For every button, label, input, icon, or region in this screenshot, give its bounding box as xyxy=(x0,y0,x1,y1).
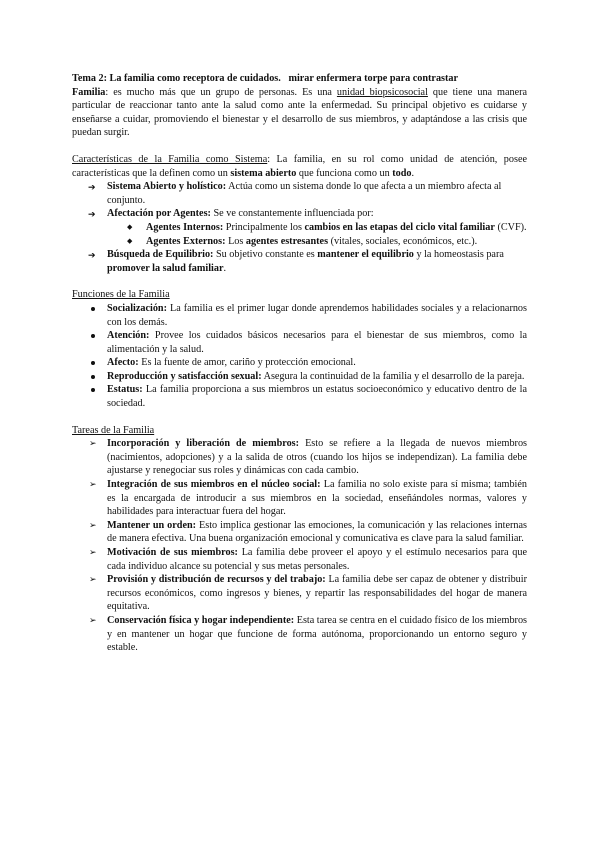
arrow-bullet-icon: ➔ xyxy=(88,250,96,261)
item-text: Actúa como un sistema donde lo que afecta a un miembro afecta al conjunto. xyxy=(107,181,502,206)
item-label: Reproducción y satisfacción sexual: xyxy=(107,370,262,382)
item-text-end: (vitales, sociales, económicos, etc.). xyxy=(328,235,478,247)
list-item xyxy=(72,546,527,573)
bullet-dot-icon xyxy=(91,307,95,311)
list-item xyxy=(72,221,527,235)
item-text: La familia no solo existe para sí misma; también es la encargada de introducir a sus miembros en la sociedad, enseñándoles normas, valores y habilidades para interactuar fuera del hogar. xyxy=(107,479,527,518)
item-text: Principalmente los xyxy=(223,221,305,233)
item-text: Es la fuente de amor, cariño y protección emocional. xyxy=(138,357,356,369)
list-item xyxy=(72,302,527,329)
arrowhead-bullet-icon: ➢ xyxy=(89,614,97,625)
sistema-list xyxy=(72,180,527,275)
item-text: Asegura la continuidad de la familia y el desarrollo de la pareja. xyxy=(261,370,525,382)
sistema-bold-1: sistema abierto xyxy=(230,167,297,179)
bullet-dot-icon xyxy=(91,388,95,392)
tareas-heading: Tareas de la Familia xyxy=(72,424,155,436)
item-label: Mantener un orden: xyxy=(107,519,197,531)
tareas-list xyxy=(72,437,527,655)
item-text: Se ve constantemente influenciada por: xyxy=(210,208,374,220)
sistema-heading: Características de la Familia como Sistema xyxy=(72,153,268,165)
document-page xyxy=(72,72,527,655)
item-label: Integración de sus miembros en el núcleo social: xyxy=(107,479,321,491)
bullet-dot-icon xyxy=(91,375,95,379)
arrowhead-bullet-icon: ➢ xyxy=(89,438,97,449)
item-label: Motivación de sus miembros: xyxy=(107,547,238,558)
list-item xyxy=(72,207,527,221)
arrowhead-bullet-icon: ➢ xyxy=(89,519,97,530)
sistema-paragraph xyxy=(72,153,527,180)
title-line xyxy=(72,72,527,86)
item-label: Atención: xyxy=(107,330,150,342)
arrow-bullet-icon: ➔ xyxy=(88,209,96,220)
intro-text: : es mucho más que un grupo de personas. Es una xyxy=(105,86,337,98)
item-label: Estatus: xyxy=(107,384,143,396)
item-label: Sistema Abierto y holístico: xyxy=(107,181,227,193)
list-item xyxy=(72,573,527,614)
item-label: Provisión y distribución de recursos y del trabajo: xyxy=(107,574,326,586)
list-item xyxy=(72,478,527,519)
item-text: Esto implica gestionar las emociones, la comunicación y las relaciones internas de manera efectiva. Una buena organización emocional y comunicativa es clave para la salud familiar. xyxy=(107,519,527,545)
list-item xyxy=(72,329,527,356)
item-label: Socialización: xyxy=(107,302,167,314)
item-bold: cambios en las etapas del ciclo vital familiar xyxy=(304,221,495,233)
arrow-bullet-icon: ➔ xyxy=(88,182,96,193)
item-label: Agentes Internos: xyxy=(146,221,224,233)
item-text: La familia debe proveer el apoyo y el estímulo necesarios para que cada individuo alcance su potencial y sus metas personales. xyxy=(107,547,528,572)
list-item xyxy=(72,437,527,478)
sistema-text-3: . xyxy=(411,167,415,179)
sistema-text-2: que funciona como un xyxy=(296,167,393,179)
item-text: Los xyxy=(225,235,246,247)
item-bold: agentes estresantes xyxy=(245,235,329,247)
item-text-end: . xyxy=(223,262,227,274)
intro-paragraph xyxy=(72,86,527,140)
list-item xyxy=(72,370,527,384)
list-item xyxy=(72,180,527,207)
arrowhead-bullet-icon: ➢ xyxy=(89,479,97,490)
bullet-dot-icon xyxy=(91,334,95,338)
item-label: Agentes Externos: xyxy=(146,235,226,247)
item-text: La familia proporciona a sus miembros un estatus socioeconómico y educativo dentro de la sociedad. xyxy=(107,384,527,410)
list-item xyxy=(72,614,527,655)
item-text-mid: y la homeostasis para xyxy=(413,249,504,261)
item-label: Conservación física y hogar independiente: xyxy=(107,614,295,626)
arrowhead-bullet-icon: ➢ xyxy=(89,574,97,585)
bullet-dot-icon xyxy=(91,361,95,365)
funciones-heading: Funciones de la Familia xyxy=(72,289,170,301)
sistema-text: : La familia, en su rol como unidad de atención, posee características que la definen como un xyxy=(72,153,527,179)
item-text-end: (CVF). xyxy=(494,221,527,233)
list-item xyxy=(72,248,527,275)
arrowhead-bullet-icon: ➢ xyxy=(89,547,97,557)
item-bold-2: promover la salud familiar xyxy=(107,262,224,274)
item-label: Afecto: xyxy=(107,357,139,369)
diamond-bullet-icon: ◆ xyxy=(127,222,133,231)
item-label: Afectación por Agentes: xyxy=(107,208,211,220)
list-item xyxy=(72,383,527,410)
intro-term: Familia xyxy=(72,86,106,98)
item-bold: mantener el equilibrio xyxy=(317,249,414,261)
item-text: Provee los cuidados básicos necesarios para el bienestar de sus miembros, como la alimentación y la salud. xyxy=(107,330,527,355)
funciones-list xyxy=(72,302,527,411)
item-text: La familia debe ser capaz de obtener y distribuir recursos económicos, como ingresos y bienes, y repartir las responsabilidades del hogar de manera equitativa. xyxy=(107,574,527,613)
item-text: Esto se refiere a la llegada de nuevos miembros (nacimientos, adopciones) y a la salida de otros (cuando los hijos se independizan). La familia debe ajustarse y renegociar sus roles y dinámicas con cada cambio. xyxy=(107,438,528,477)
intro-text-end: que tiene una manera particular de reaccionar tanto ante la salud como ante la enfermedad. Su principal objetivo es cuidarse y enseñarse a cuidar, promoviendo el bienestar y el desarrollo de sus miembros, y adaptándose a las crisis que puedan surgir. xyxy=(72,86,528,139)
item-text: La familia es el primer lugar donde aprendemos habilidades sociales y a relacionarnos con los demás. xyxy=(107,302,527,328)
item-label: Incorporación y liberación de miembros: xyxy=(107,438,300,450)
list-item xyxy=(72,356,527,370)
intro-underlined-term: unidad biopsicosocial xyxy=(336,86,428,98)
list-item xyxy=(72,519,527,546)
item-text: Esta tarea se centra en el cuidado físico de los miembros y en mantener un hogar que funcione de forma autónoma, proporcionando un entorno seguro y estable. xyxy=(107,614,528,654)
item-label: Búsqueda de Equilibrio: xyxy=(107,249,214,261)
item-text: Su objetivo constante es xyxy=(213,249,318,261)
title-note: mirar enfermera torpe para contrastar xyxy=(288,73,459,84)
diamond-bullet-icon: ◆ xyxy=(127,236,133,245)
sistema-bold-2: todo xyxy=(392,167,412,179)
document-title: Tema 2: La familia como receptora de cuidados. xyxy=(72,73,281,84)
list-item xyxy=(72,235,527,249)
